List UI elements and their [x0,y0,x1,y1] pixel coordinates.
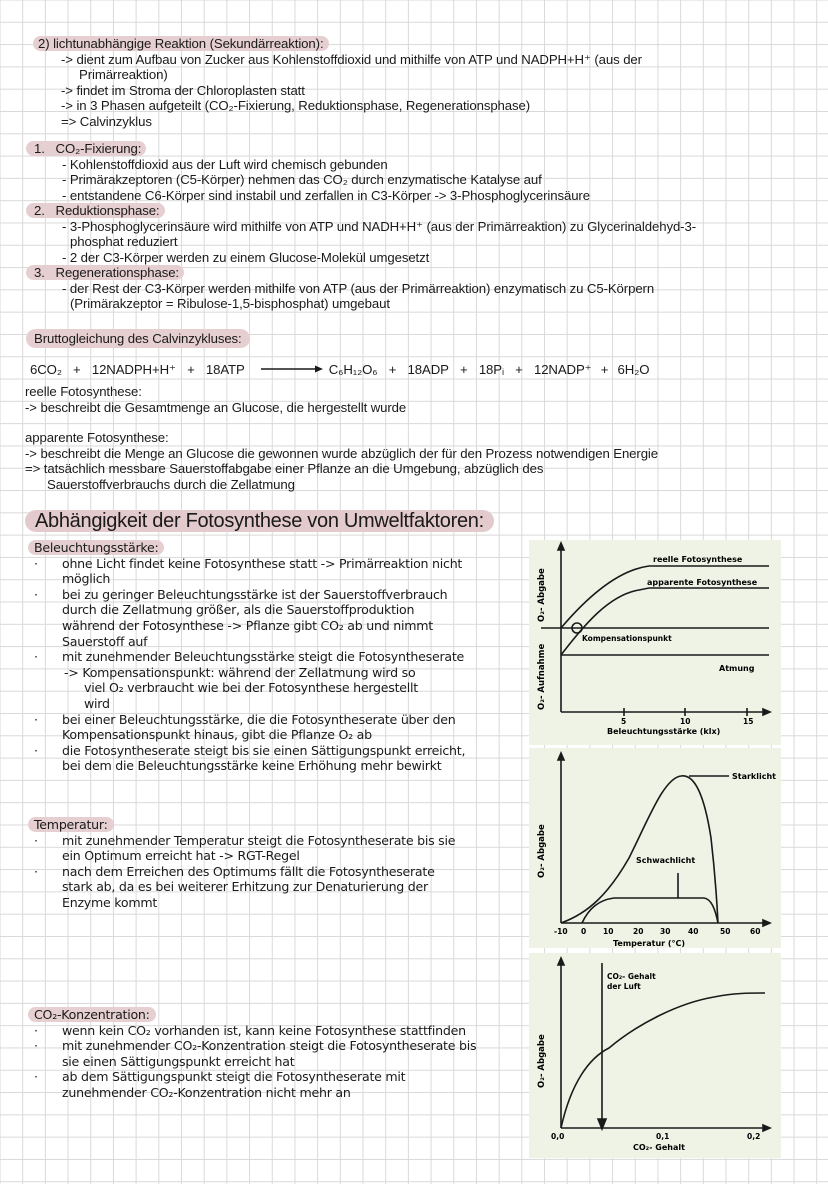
bullet-icon: · [34,711,38,727]
text-line: bei zu geringer Beleuchtungsstärke ist der Sauerstoffverbrauch [62,586,448,602]
bullet-item [28,743,518,774]
section-heading: 2) lichtunabhängige Reaktion (Sekundärreaktion): [33,36,329,51]
bullet-icon: · [34,863,38,879]
bullet-icon: · [34,742,38,758]
plus-sign: + [600,362,609,377]
real-photosynthesis [25,384,406,415]
text-line: Kompensationspunkt hinaus, gibt die Pflanze O₂ ab [62,727,372,743]
light-chart-svg [529,540,781,745]
phase-title: Regenerationsphase: [55,265,179,280]
text-line: ohne Licht findet keine Fotosynthese statt -> Primärreaktion nicht [62,555,463,571]
x-axis-label: CO₂- Gehalt [633,1143,685,1152]
product: 12NADP⁺ [533,362,592,377]
text-line: => Calvinzyklus [61,113,152,129]
product: 6H₂O [617,362,650,377]
text-line: bei dem die Beleuchtungsstärke keine Erhöhung mehr bewirkt [62,758,442,774]
x-tick: 10 [603,927,614,936]
text-line: - 3-Phosphoglycerinsäure wird mithilfe von ATP und NADH+H⁺ (aus der Primärreaktion) zu Glycerinaldehyd-3- [62,218,696,234]
text-line: zunehmender CO₂-Konzentration nicht mehr an [62,1084,351,1100]
text-line: ein Optimum erreicht hat -> RGT-Regel [62,848,300,864]
phase-3 [26,265,696,312]
phase-1 [26,141,696,203]
bullet-item [28,712,518,743]
bullet-icon: · [34,1069,38,1085]
factor-heading: Temperatur: [28,817,114,832]
bullet-icon: · [34,1038,38,1054]
series-label: apparente Fotosynthese [647,578,758,587]
temperature-chart-svg [529,748,781,948]
text-line: -> beschreibt die Menge an Glucose die gewonnen wurde abzüglich der für den Prozess notwendigen Energie [25,445,658,461]
text-line: durch die Zellatmung größer, als die Sauerstoffproduktion [62,602,415,618]
x-tick: 5 [621,717,627,726]
bullet-icon: · [34,649,38,665]
product: 18ADP [407,362,449,377]
plus-sign: + [515,362,523,377]
text-line: stark ab, da es bei weiterer Erhitzung zur Denaturierung der [62,879,428,895]
text-line: - der Rest der C3-Körper werden mithilfe von ATP (aus der Primärreaktion) enzymatisch zu C5-Körpern [62,280,655,296]
bullet-icon: · [34,1022,38,1038]
reactant: 18ATP [205,362,245,377]
x-axis-label: Temperatur (°C) [613,939,686,948]
bullet-icon: · [34,832,38,848]
text-line: (Primärakzeptor = Ribulose-1,5-bisphosphat) umgebaut [70,296,390,311]
text-line: -> dient zum Aufbau von Zucker aus Kohlenstoffdioxid und mithilfe von ATP und NADPH+H⁺ (aus der [61,51,642,67]
plus-sign: + [388,362,397,377]
text-line: ab dem Sättigungspunkt steigt die Fotosyntheserate mit [62,1069,406,1085]
text-line: die Fotosyntheserate steigt bis sie einen Sättigungspunkt erreicht, [62,742,466,758]
bullet-item [28,1069,518,1100]
bullet-item [28,1038,518,1069]
text-line: mit zunehmender CO₂-Konzentration steigt die Fotosyntheserate bis [62,1038,477,1054]
equation-heading-wrap [26,331,250,347]
x-tick: 0,2 [747,1132,761,1141]
factor-heading: CO₂-Konzentration: [28,1007,156,1022]
x-tick: 20 [633,927,644,936]
phase-2 [26,203,696,265]
bullet-icon: · [34,555,38,571]
reaction-arrow [261,362,323,378]
text-line: Sauerstoff auf [62,633,148,649]
y-axis-label-top: O₂- Abgabe [537,568,547,622]
text-line: phosphat reduziert [70,234,178,249]
light-section [28,540,518,774]
phases-list [26,141,696,312]
x-tick: 0 [581,927,587,936]
temperature-section [28,817,518,911]
text-line: - Kohlenstoffdioxid aus der Luft wird chemisch gebunden [62,156,388,172]
bullet-item [28,587,518,649]
series-label: reelle Fotosynthese [653,555,743,564]
calvin-equation [30,362,649,378]
plus-sign: + [460,362,468,377]
equation-heading: Bruttogleichung des Calvinzykluses: [26,329,250,348]
text-line: -> beschreibt die Gesamtmenge an Glucose, die hergestellt wurde [25,399,407,415]
temperature-chart [529,748,781,948]
text-line: -> in 3 Phasen aufgeteilt (CO₂-Fixierung, Reduktionsphase, Regenerationsphase) [61,98,531,113]
text-line: => tatsächlich messbare Sauerstoffabgabe einer Pflanze an die Umgebung, abzüglich des [25,461,544,476]
text-line: mit zunehmender Beleuchtungsstärke steigt die Fotosyntheserate [62,649,465,665]
product: 18Pᵢ [478,362,504,377]
bullet-item [28,833,518,864]
x-tick: 15 [743,717,754,726]
x-tick: 10 [680,717,691,726]
x-axis-label: Beleuchtungsstärke (klx) [607,727,721,736]
apparent-photosynthesis [25,430,658,492]
series-label: Atmung [719,664,755,673]
product: C₆H₁₂O₆ [328,362,378,377]
x-tick: 50 [720,927,731,936]
light-intensity-chart [529,540,781,745]
series-label: Schwachlicht [636,856,696,865]
y-axis-label-bottom: O₂- Aufnahme [537,643,547,710]
phase-number: 2. [34,203,45,218]
co2-section [28,1007,518,1101]
definition-heading: apparente Fotosynthese: [25,430,169,445]
text-line: Sauerstoffverbrauchs durch die Zellatmung [47,476,295,492]
text-line: mit zunehmender Temperatur steigt die Fotosyntheserate bis sie [62,832,456,848]
y-axis-label: O₂- Abgabe [537,824,547,878]
phase-title: CO₂-Fixierung: [55,141,142,156]
co2-chart-svg [529,953,781,1158]
co2-chart [529,953,781,1158]
series-label: Starklicht [732,772,776,781]
environment-title-wrap [25,507,494,535]
text-line: -> findet im Stroma der Chloroplasten statt [61,82,305,98]
bullet-item [28,1023,518,1039]
reactant: 12NADPH+H⁺ [91,362,176,377]
reactant: 6CO₂ [30,362,62,377]
text-line: Enzyme kommt [62,894,158,910]
factor-heading: Beleuchtungsstärke: [28,540,164,555]
text-line: möglich [62,571,111,587]
x-tick: 60 [750,927,761,936]
bullet-item [28,649,518,711]
text-line: nach dem Erreichen des Optimums fällt die Fotosyntheserate [62,863,435,879]
text-line: viel O₂ verbraucht wie bei der Fotosynthese hergestellt [84,680,418,696]
plus-sign: + [187,362,195,377]
x-tick: 0,0 [551,1132,565,1141]
y-axis-label: O₂- Abgabe [537,1034,547,1088]
annotation: CO₂- Gehalt der Luft [607,972,656,991]
light-independent-section [33,36,642,129]
phase-number: 1. [34,141,45,156]
x-tick: -10 [554,927,568,936]
text-line: - Primärakzeptoren (C5-Körper) nehmen das CO₂ durch enzymatische Katalyse auf [62,172,542,187]
text-line: bei einer Beleuchtungsstärke, die die Fotosyntheserate über den [62,711,456,727]
text-line: Primärreaktion) [79,67,168,82]
text-line: wird [84,695,110,711]
text-line: - entstandene C6-Körper sind instabil und zerfallen in C3-Körper -> 3-Phosphoglycerinsäure [62,187,590,203]
text-line: -> Kompensationspunkt: während der Zellatmung wird so [64,664,416,680]
text-line: sie einen Sättigungspunkt erreicht hat [62,1053,295,1069]
annotation: Kompensationspunkt [582,634,672,643]
x-tick: 40 [688,927,699,936]
bullet-item [28,556,518,587]
x-tick: 30 [660,927,671,936]
environment-title: Abhängigkeit der Fotosynthese von Umweltfaktoren: [25,510,494,532]
text-line: wenn kein CO₂ vorhanden ist, kann keine Fotosynthese stattfinden [62,1022,466,1038]
bullet-icon: · [34,586,38,602]
phase-number: 3. [34,265,45,280]
plus-sign: + [73,362,81,377]
text-line: während der Fotosynthese -> Pflanze gibt CO₂ ab und nimmt [62,617,433,633]
phase-title: Reduktionsphase: [55,203,160,218]
bullet-item [28,864,518,911]
text-line: - 2 der C3-Körper werden zu einem Glucose-Molekül umgesetzt [62,249,430,265]
definition-heading: reelle Fotosynthese: [25,384,142,399]
x-tick: 0,1 [656,1132,670,1141]
